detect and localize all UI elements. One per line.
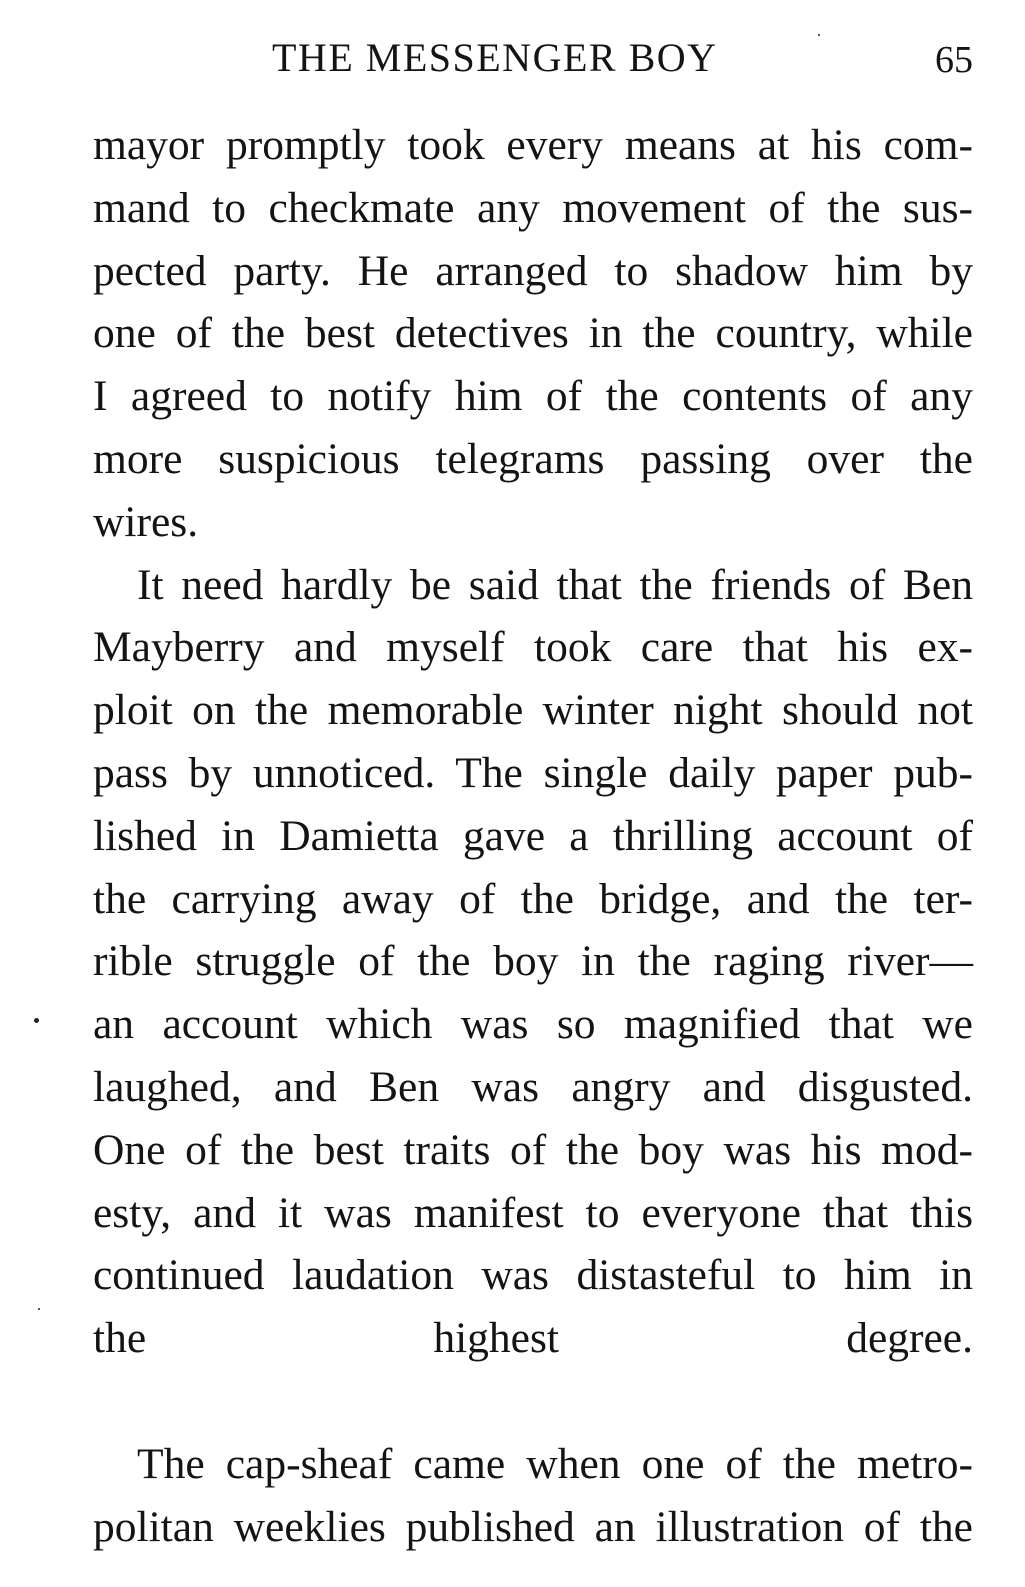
body-text xyxy=(93,114,973,1558)
text-line: one of the best detectives in the country, while xyxy=(93,309,973,358)
paragraph-3 xyxy=(93,1433,973,1559)
text-line: It need hardly be said that the friends of Ben xyxy=(137,560,973,609)
text-line: mand to checkmate any movement of the sus- xyxy=(93,183,973,232)
text-line: continued laudation was distasteful to him in xyxy=(93,1251,973,1300)
text-line: wires. xyxy=(93,497,199,546)
running-title: THE MESSENGER BOY xyxy=(272,35,718,80)
paragraph-2 xyxy=(93,554,973,1433)
text-line: The cap-sheaf came when one of the metro- xyxy=(137,1439,973,1488)
running-head xyxy=(0,28,1025,88)
scan-speck xyxy=(818,34,820,36)
text-line: esty, and it was manifest to everyone that this xyxy=(93,1188,973,1237)
text-line: the highest degree. xyxy=(93,1314,973,1363)
text-line: rible struggle of the boy in the raging river— xyxy=(93,937,973,986)
text-line: pected party. He arranged to shadow him by xyxy=(93,246,973,295)
text-line: more suspicious telegrams passing over the xyxy=(93,434,973,483)
text-line: mayor promptly took every means at his com- xyxy=(93,121,973,169)
text-line: pass by unnoticed. The single daily paper pub- xyxy=(93,748,973,797)
text-line: I agreed to notify him of the contents of any xyxy=(93,372,973,421)
text-line: ploit on the memorable winter night should not xyxy=(93,686,973,735)
text-line: One of the best traits of the boy was his mod- xyxy=(93,1125,973,1174)
text-line: an account which was so magnified that we xyxy=(93,1000,973,1049)
text-line: laughed, and Ben was angry and disgusted. xyxy=(93,1062,973,1111)
paragraph-1 xyxy=(93,114,973,554)
text-line: lished in Damietta gave a thrilling account of xyxy=(93,811,973,860)
text-line: Mayberry and myself took care that his ex- xyxy=(93,623,973,672)
page-number: 65 xyxy=(935,39,973,81)
text-line xyxy=(93,1370,973,1433)
scan-speck xyxy=(34,1018,39,1023)
text-line: politan weeklies published an illustration of the xyxy=(93,1502,973,1551)
text-line: the carrying away of the bridge, and the ter- xyxy=(93,874,973,923)
scan-speck xyxy=(38,1308,40,1310)
